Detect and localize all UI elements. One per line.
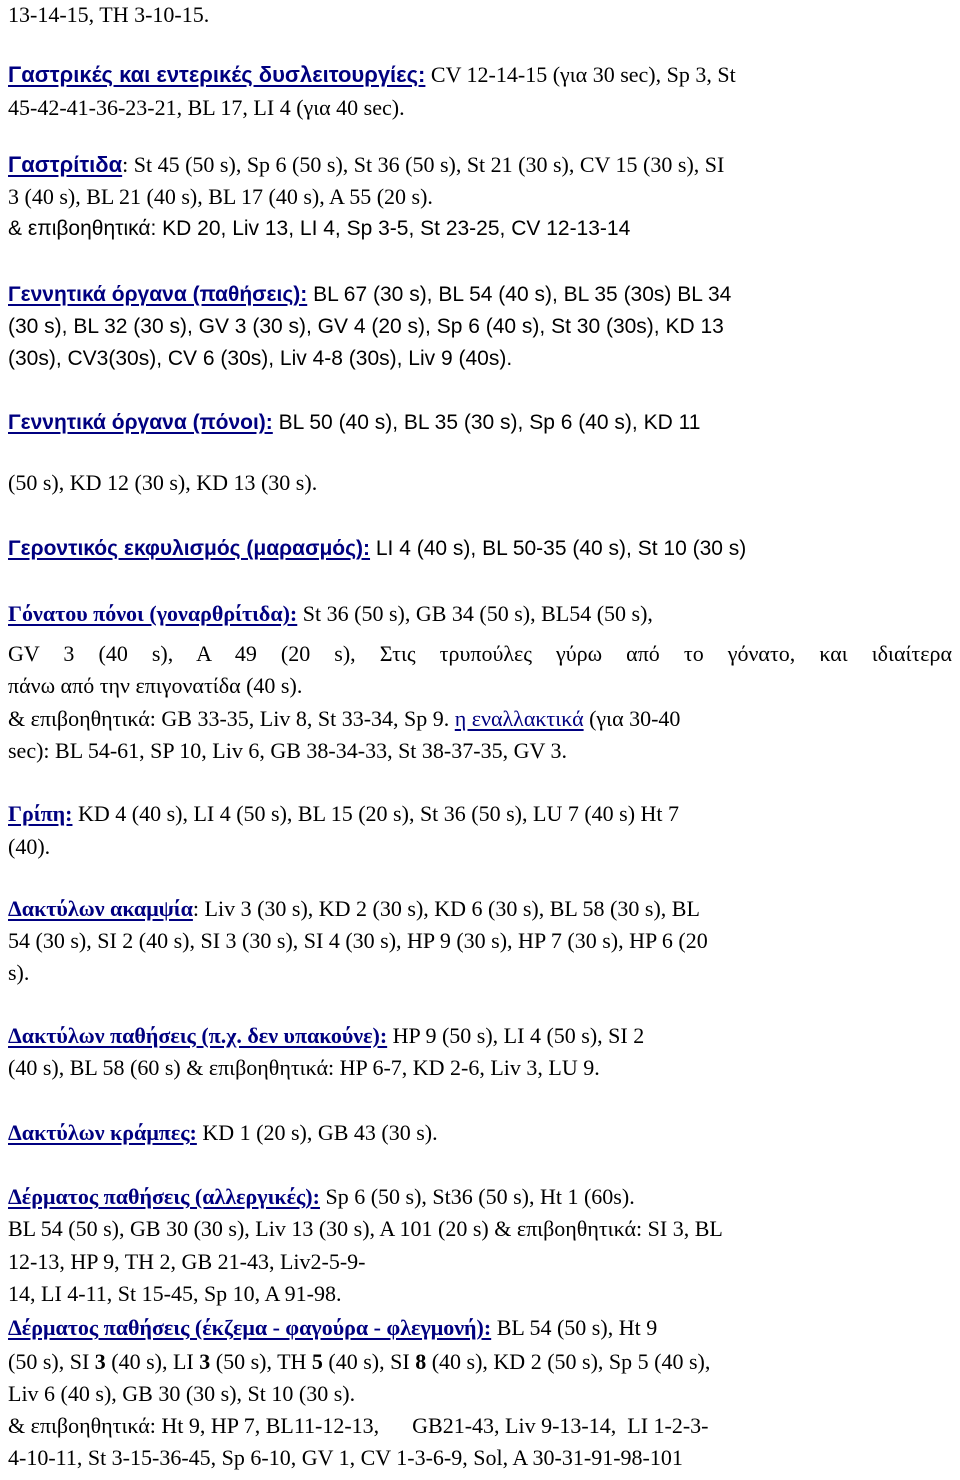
entry-text: (40). <box>8 834 51 859</box>
bold-number: 3 <box>94 1349 106 1374</box>
alternative-link-text: η εναλλακτικά <box>454 706 584 731</box>
entry-gastric-intestinal <box>8 62 952 88</box>
text-line <box>8 1281 952 1307</box>
entry-text: BL 67 (30 s), BL 54 (40 s), BL 35 (30s) BL 34 <box>307 283 732 306</box>
entry-text: St 36 (50 s), GB 34 (50 s), BL54 (50 s), <box>297 601 653 626</box>
entry-finger-stiffness <box>8 896 952 922</box>
entry-genital-disorders <box>8 282 952 308</box>
entry-text: (40 s), KD 2 (50 s), Sp 5 (40 s), <box>426 1349 711 1374</box>
entry-heading: Γεροντικός εκφυλισμός (μαρασμός): <box>8 537 371 560</box>
entry-text: GV 3 (40 s), A 49 (20 s), Στις τρυπούλες γύρω από το γόνατο, και ιδιαίτερα <box>8 641 952 666</box>
text-line <box>8 1216 952 1242</box>
entry-text: sec): BL 54-61, SP 10, Liv 6, GB 38-34-33, St 38-37-35, GV 3. <box>8 738 567 763</box>
text-line <box>8 314 952 340</box>
entry-text: Liv 6 (40 s), GB 30 (30 s), St 10 (30 s). <box>8 1381 356 1406</box>
entry-gastritis <box>8 152 952 178</box>
entry-finger-cramps <box>8 1120 952 1146</box>
entry-text: 4-10-11, St 3-15-36-45, Sp 6-10, GV 1, CV 1-3-6-9, Sol, A 30-31-91-98-101 <box>8 1445 683 1470</box>
entry-text: (30s), CV3(30s), CV 6 (30s), Liv 4-8 (30s), Liv 9 (40s). <box>8 347 513 370</box>
text-line <box>8 1349 952 1375</box>
entry-text: : Liv 3 (30 s), KD 2 (30 s), KD 6 (30 s), BL 58 (30 s), BL <box>192 896 700 921</box>
entry-heading: Γαστρίτιδα <box>8 152 123 177</box>
entry-text: πάνω από την επιγονατίδα (40 s). <box>8 673 303 698</box>
text-line <box>8 95 952 121</box>
text-line <box>8 184 952 210</box>
text-line <box>8 834 952 860</box>
entry-text: (40 s), LI <box>105 1349 200 1374</box>
entry-finger-disorders <box>8 1023 952 1049</box>
entry-text: LI 4 (40 s), BL 50-35 (40 s), St 10 (30 s) <box>370 537 747 560</box>
entry-text: CV 12-14-15 (για 30 sec), Sp 3, St <box>425 62 736 87</box>
entry-text: : St 45 (50 s), Sp 6 (50 s), St 36 (50 s), St 21 (30 s), CV 15 (30 s), SI <box>122 152 725 177</box>
entry-text: KD 1 (20 s), GB 43 (30 s). <box>196 1120 438 1145</box>
entry-heading: Γεννητικά όργανα (παθήσεις): <box>8 283 308 306</box>
text-line <box>8 960 952 986</box>
entry-flu <box>8 801 952 827</box>
entry-text: BL 50 (40 s), BL 35 (30 s), Sp 6 (40 s), KD 11 <box>272 411 701 434</box>
entry-text: (50 s), KD 12 (30 s), KD 13 (30 s). <box>8 470 318 495</box>
line-text: 13-14-15, TH 3-10-15. <box>8 2 210 27</box>
entry-text: (για 30-40 <box>583 706 681 731</box>
bold-number: 8 <box>415 1349 427 1374</box>
entry-text: 3 (40 s), BL 21 (40 s), BL 17 (40 s), A 55 (20 s). <box>8 184 433 209</box>
entry-heading: Γόνατου πόνοι (γοναρθρίτιδα): <box>8 601 298 626</box>
text-line <box>8 1445 952 1471</box>
entry-text: (50 s), TH <box>210 1349 312 1374</box>
entry-text: 12-13, HP 9, TH 2, GB 21-43, Liv2-5-9- <box>8 1249 366 1274</box>
entry-heading: Γρίπη: <box>8 801 73 826</box>
entry-knee-pain <box>8 601 952 627</box>
entry-text: 14, LI 4-11, St 15-45, Sp 10, A 91-98. <box>8 1281 342 1306</box>
text-line <box>8 1413 952 1439</box>
entry-text: BL 54 (50 s), Ht 9 <box>491 1315 658 1340</box>
entry-text: & επιβοηθητικά: KD 20, Liv 13, LI 4, Sp 3-5, St 23-25, CV 12-13-14 <box>8 217 631 240</box>
entry-heading: Γεννητικά όργανα (πόνοι): <box>8 411 273 434</box>
text-line <box>8 216 952 242</box>
text-line <box>8 738 952 764</box>
text-line <box>8 1249 952 1275</box>
text-line <box>8 470 952 496</box>
entry-text: KD 4 (40 s), LI 4 (50 s), BL 15 (20 s), St 36 (50 s), LU 7 (40 s) Ht 7 <box>72 801 680 826</box>
entry-genital-pain <box>8 410 952 436</box>
entry-text: s). <box>8 960 30 985</box>
text-line <box>8 928 952 954</box>
entry-text: 45-42-41-36-23-21, BL 17, LI 4 (για 40 sec). <box>8 95 405 120</box>
text-line <box>8 641 952 667</box>
entry-text: BL 54 (50 s), GB 30 (30 s), Liv 13 (30 s), A 101 (20 s) & επιβοηθητικά: SI 3, BL <box>8 1216 723 1241</box>
text-line <box>8 1381 952 1407</box>
entry-heading: Δέρματος παθήσεις (έκζεμα - φαγούρα - φλεγμονή): <box>8 1315 492 1340</box>
text-line <box>8 1055 952 1081</box>
bold-number: 5 <box>311 1349 323 1374</box>
entry-text: HP 9 (50 s), LI 4 (50 s), SI 2 <box>387 1023 645 1048</box>
text-line <box>8 346 952 372</box>
bold-number: 3 <box>199 1349 211 1374</box>
entry-heading: Δακτύλων ακαμψία <box>8 896 193 921</box>
entry-text: (40 s), SI <box>322 1349 416 1374</box>
entry-heading: Δέρματος παθήσεις (αλλεργικές): <box>8 1184 320 1209</box>
entry-text: & επιβοηθητικά: Ht 9, HP 7, BL11-12-13, GB21-43, Liv 9-13-14, LI 1-2-3- <box>8 1413 709 1438</box>
entry-skin-allergic <box>8 1184 952 1210</box>
entry-text: 54 (30 s), SI 2 (40 s), SI 3 (30 s), SI 4 (30 s), HP 9 (30 s), HP 7 (30 s), HP 6 (20 <box>8 928 708 953</box>
entry-text: (30 s), BL 32 (30 s), GV 3 (30 s), GV 4 (20 s), Sp 6 (40 s), St 30 (30s), KD 13 <box>8 315 724 338</box>
entry-skin-eczema <box>8 1315 952 1341</box>
entry-heading: Δακτύλων κράμπες: <box>8 1120 197 1145</box>
entry-senile-degeneration <box>8 536 952 562</box>
entry-text: (40 s), BL 58 (60 s) & επιβοηθητικά: HP 6-7, KD 2-6, Liv 3, LU 9. <box>8 1055 600 1080</box>
text-line <box>8 673 952 699</box>
entry-heading: Γαστρικές και εντερικές δυσλειτουργίες: <box>8 62 426 87</box>
entry-heading: Δακτύλων παθήσεις (π.χ. δεν υπακούνε): <box>8 1023 388 1048</box>
entry-text: & επιβοηθητικά: GB 33-35, Liv 8, St 33-34, Sp 9. <box>8 706 455 731</box>
entry-text: (50 s), SI <box>8 1349 95 1374</box>
entry-text: Sp 6 (50 s), St36 (50 s), Ht 1 (60s). <box>319 1184 635 1209</box>
text-line <box>8 2 952 28</box>
text-line <box>8 706 952 732</box>
